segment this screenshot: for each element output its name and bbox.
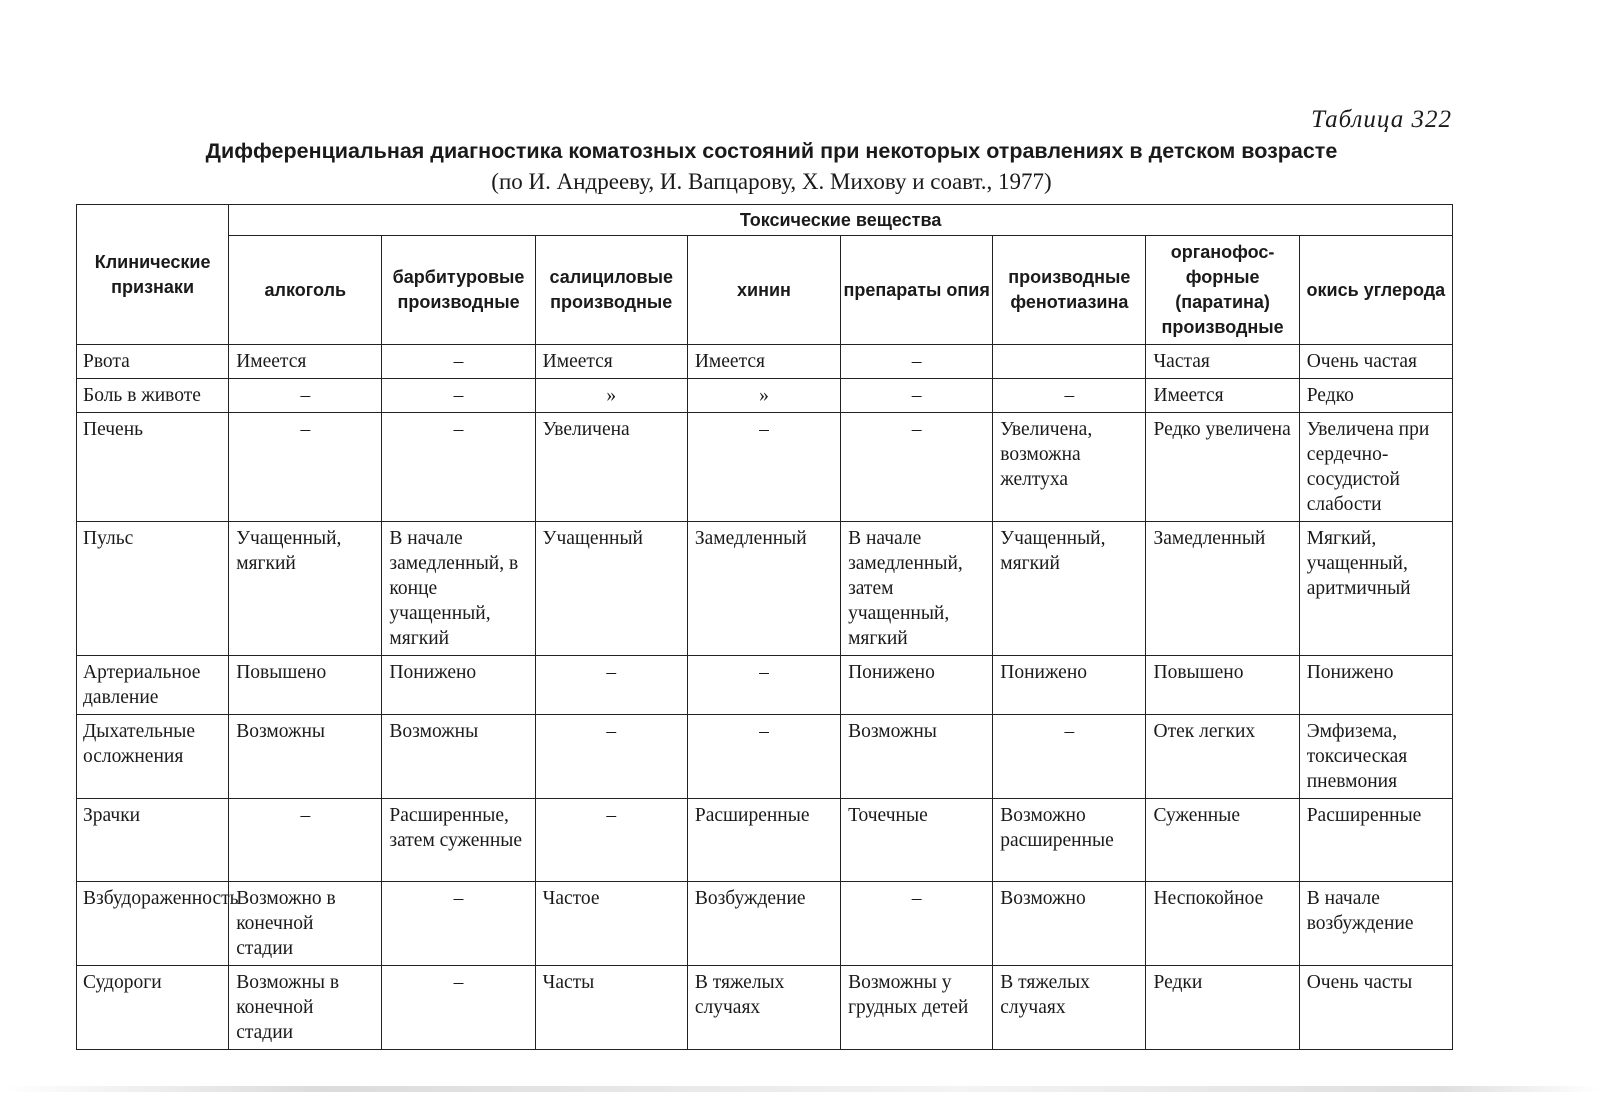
table-row bbox=[77, 966, 1453, 1050]
table-cell: Понижено bbox=[382, 656, 535, 715]
table-cell: В начале замедленный, затем учащенный, мягкий bbox=[841, 522, 993, 656]
table-cell: Возможны bbox=[841, 715, 993, 799]
table-cell bbox=[993, 345, 1146, 379]
table-cell: Повышено bbox=[229, 656, 382, 715]
table-cell: – bbox=[687, 413, 840, 522]
table-cell: Увеличена bbox=[535, 413, 687, 522]
table-cell: В тяжелых случаях bbox=[993, 966, 1146, 1050]
table-cell: – bbox=[841, 882, 993, 966]
table-cell: Редки bbox=[1146, 966, 1299, 1050]
table-cell: Расширенные bbox=[687, 799, 840, 882]
table-cell: – bbox=[229, 413, 382, 522]
table-cell: Расширенные bbox=[1299, 799, 1452, 882]
header-toxic-substances: Токсические вещества bbox=[229, 205, 1453, 236]
table-row bbox=[77, 882, 1453, 966]
row-label: Взбудораженность bbox=[77, 882, 229, 966]
header-col-organophosphates: органофос-форные (паратина) производные bbox=[1146, 236, 1299, 345]
table-cell: » bbox=[535, 379, 687, 413]
table-title: Дифференциальная диагностика коматозных состояний при некоторых отравлениях в детском возрасте bbox=[205, 139, 1338, 163]
header-clinical-signs: Клинические признаки bbox=[77, 205, 229, 345]
table-cell: Часты bbox=[535, 966, 687, 1050]
table-cell: Точечные bbox=[841, 799, 993, 882]
table-cell: В начале возбуждение bbox=[1299, 882, 1452, 966]
table-cell: – bbox=[841, 345, 993, 379]
table-cell: Имеется bbox=[229, 345, 382, 379]
table-row bbox=[77, 715, 1453, 799]
table-row bbox=[77, 413, 1453, 522]
table-cell: – bbox=[382, 413, 535, 522]
table-row bbox=[77, 656, 1453, 715]
table-cell: Замедленный bbox=[687, 522, 840, 656]
table-cell: Очень частая bbox=[1299, 345, 1452, 379]
table-cell: – bbox=[993, 715, 1146, 799]
table-cell: Понижено bbox=[841, 656, 993, 715]
table-cell: Возможно расширенные bbox=[993, 799, 1146, 882]
table-cell: – bbox=[841, 379, 993, 413]
table-subtitle: (по И. Андрееву, И. Вапцарову, Х. Михову и соавт., 1977) bbox=[491, 169, 1052, 194]
table-cell: – bbox=[993, 379, 1146, 413]
table-cell: Увеличена при сердечно-сосудистой слабости bbox=[1299, 413, 1452, 522]
table-cell: Эмфизема, токсическая пневмония bbox=[1299, 715, 1452, 799]
table-cell: – bbox=[841, 413, 993, 522]
header-row-columns bbox=[77, 236, 1453, 345]
table-cell: Возможны bbox=[229, 715, 382, 799]
table-cell: Неспокойное bbox=[1146, 882, 1299, 966]
table-cell: Возможны bbox=[382, 715, 535, 799]
table-cell: – bbox=[382, 966, 535, 1050]
table-cell: – bbox=[687, 656, 840, 715]
row-label: Боль в животе bbox=[77, 379, 229, 413]
table-cell: Частая bbox=[1146, 345, 1299, 379]
table-cell: Редко увеличена bbox=[1146, 413, 1299, 522]
table-cell: В начале замедленный, в конце учащенный, мягкий bbox=[382, 522, 535, 656]
table-cell: Расширенные, затем суженные bbox=[382, 799, 535, 882]
row-label: Зрачки bbox=[77, 799, 229, 882]
header-col-barbiturates: барбитуровые производные bbox=[382, 236, 535, 345]
header-col-salicylates: салициловые производные bbox=[535, 236, 687, 345]
table-row bbox=[77, 345, 1453, 379]
table-cell: Частое bbox=[535, 882, 687, 966]
header-col-alcohol: алкоголь bbox=[229, 236, 382, 345]
table-cell: Редко bbox=[1299, 379, 1452, 413]
header-col-carbon-monoxide: окись углерода bbox=[1299, 236, 1452, 345]
table-cell: – bbox=[382, 379, 535, 413]
table-cell: Возможно в конечной стадии bbox=[229, 882, 382, 966]
row-label: Пульс bbox=[77, 522, 229, 656]
table-row bbox=[77, 522, 1453, 656]
diagnostic-table bbox=[76, 204, 1453, 1050]
row-label: Рвота bbox=[77, 345, 229, 379]
table-cell: Замедленный bbox=[1146, 522, 1299, 656]
table-cell: » bbox=[687, 379, 840, 413]
table-cell: Учащенный, мягкий bbox=[229, 522, 382, 656]
table-cell: Имеется bbox=[687, 345, 840, 379]
row-label: Артериальное давление bbox=[77, 656, 229, 715]
header-col-opiates: препараты опия bbox=[841, 236, 993, 345]
table-row bbox=[77, 799, 1453, 882]
table-cell: Возможны в конечной стадии bbox=[229, 966, 382, 1050]
table-cell: – bbox=[229, 799, 382, 882]
table-cell: Учащенный, мягкий bbox=[993, 522, 1146, 656]
header-row-group bbox=[77, 205, 1453, 236]
table-cell: – bbox=[535, 715, 687, 799]
table-cell: Понижено bbox=[1299, 656, 1452, 715]
table-cell: Мягкий, учащенный, аритмичный bbox=[1299, 522, 1452, 656]
row-label: Дыхательные осложнения bbox=[77, 715, 229, 799]
table-cell: Возбуждение bbox=[687, 882, 840, 966]
table-cell: Увеличена, возможна желтуха bbox=[993, 413, 1146, 522]
table-cell: – bbox=[382, 345, 535, 379]
table-cell: Имеется bbox=[535, 345, 687, 379]
row-label: Судороги bbox=[77, 966, 229, 1050]
table-cell: – bbox=[535, 799, 687, 882]
header-col-phenothiazines: производные фенотиазина bbox=[993, 236, 1146, 345]
table-cell: В тяжелых случаях bbox=[687, 966, 840, 1050]
scan-edge-shadow bbox=[0, 1086, 1600, 1092]
table-number: Таблица 322 bbox=[1311, 106, 1452, 133]
row-label: Печень bbox=[77, 413, 229, 522]
table-cell: Учащенный bbox=[535, 522, 687, 656]
table-cell: Отек легких bbox=[1146, 715, 1299, 799]
table-cell: Понижено bbox=[993, 656, 1146, 715]
table-cell: Суженные bbox=[1146, 799, 1299, 882]
table-cell: – bbox=[382, 882, 535, 966]
table-cell: – bbox=[687, 715, 840, 799]
table-cell: – bbox=[535, 656, 687, 715]
table-cell: Очень часты bbox=[1299, 966, 1452, 1050]
table-row bbox=[77, 379, 1453, 413]
header-col-quinine: хинин bbox=[687, 236, 840, 345]
table-cell: Возможно bbox=[993, 882, 1146, 966]
table-cell: – bbox=[229, 379, 382, 413]
table-cell: Возможны у грудных детей bbox=[841, 966, 993, 1050]
table-cell: Имеется bbox=[1146, 379, 1299, 413]
table-cell: Повышено bbox=[1146, 656, 1299, 715]
